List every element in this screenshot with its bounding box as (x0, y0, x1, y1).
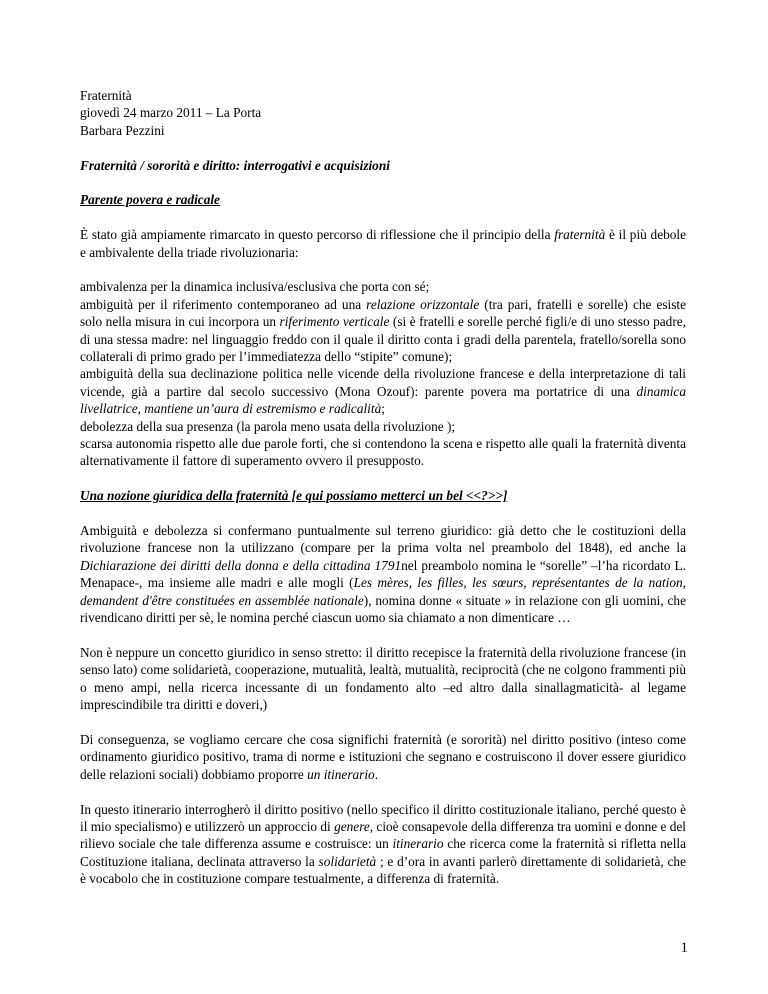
section-heading: Una nozione giuridica della fraternità [e qui possiamo metterci un bel <<?>>] (80, 488, 508, 504)
paragraph: Ambiguità e debolezza si confermano puntualmente sul terreno giuridico: già detto che le costituzioni della rivoluzione francese non la utilizzano (compare per la prima volta nel preambolo del 1848), ed anche la Dichiarazione dei diritti della donna e della cittadina 1791nel preambolo nomina le “sorelle” –l’ha ricordato L. Menapace-, ma insieme alle madri e alle mogli (Les mères, les filles, les sœurs, représentantes de la nation, demandent d'être constituées en assemblée nationale), nomina donne « situate » in relazione con gli uomini, che rivendicano diritti per sè, le nomina perché ciascun uomo sia chiamato a non dimenticare … (80, 523, 686, 626)
paragraph: È stato già ampiamente rimarcato in questo percorso di riflessione che il principio della fraternità è il più debole e ambivalente della triade rivoluzionaria: (80, 227, 686, 260)
list-item: scarsa autonomia rispetto alle due parole forti, che si contendono la scena e rispetto alle quali la fraternità diventa alternativamente il fattore di superamento ovvero il presupposto. (80, 436, 686, 469)
paragraph: In questo itinerario interrogherò il diritto positivo (nello specifico il diritto costituzionale italiano, perché questo è il mio specialismo) e utilizzerò un approccio di genere, cioè consapevole della differenza tra uomini e donne e del rilievo sociale che tale differenza assume e costruisce: un itinerario che ricerca come la fraternità si rifletta nella Costituzione italiana, declinata attraverso la solidarietà ; e d’ora in avanti parlerò direttamente di solidarietà, che è vocabolo che in costituzione compare testualmente, a differenza di fraternità. (80, 801, 686, 887)
header-line: Fraternità (80, 88, 132, 103)
document-body (80, 87, 686, 888)
list-item: ambivalenza per la dinamica inclusiva/esclusiva che porta con sé; (80, 279, 430, 295)
section-heading: Parente povera e radicale (80, 192, 220, 208)
header-line: giovedì 24 marzo 2011 – La Porta (80, 105, 262, 121)
list-item: debolezza della sua presenza (la parola meno usata della rivoluzione ); (80, 418, 456, 434)
paragraph: Di conseguenza, se vogliamo cercare che cosa significhi fraternità (e sororità) nel diritto positivo (inteso come ordinamento giuridico positivo, trama di norme e istituzioni che segnano e costruiscono il dover essere giuridico delle relazioni sociali) dobbiamo proporre un itinerario. (80, 731, 686, 782)
header-line: Barbara Pezzini (80, 122, 165, 138)
list-item: ambiguità della sua declinazione politica nelle vicende della rivoluzione francese e della interpretazione di tali vicende, già a partire dal secolo successivo (Mona Ozouf): parente povera ma portatrice di una dinamica livellatrice, mantiene un’aura di estremismo e radicalità; (80, 366, 686, 417)
list-item: ambiguità per il riferimento contemporaneo ad una relazione orizzontale (tra pari, fratelli e sorelle) che esiste solo nella misura in cui incorpora un riferimento verticale (si è fratelli e sorelle perché figli/e di uno stesso padre, di una stessa madre: nel linguaggio freddo con il quale il diritto conta i gradi della parentela, fratello/sorella sono collaterali di primo grado per l’immediatezza dello “stipite” comune); (80, 296, 686, 365)
paragraph: Non è neppure un concetto giuridico in senso stretto: il diritto recepisce la fraternità della rivoluzione francese (in senso lato) come solidarietà, cooperazione, mutualità, lealtà, mutualità, reciprocità (che ne colgono frammenti più o meno ampi, nella ricerca incessante di un fondamento alto –ed altro dalla sinallagmaticità- al legame imprescindibile tra diritti e doveri,) (80, 644, 686, 713)
document-title: Fraternità / sororità e diritto: interrogativi e acquisizioni (80, 157, 390, 173)
page-number: 1 (680, 940, 688, 956)
